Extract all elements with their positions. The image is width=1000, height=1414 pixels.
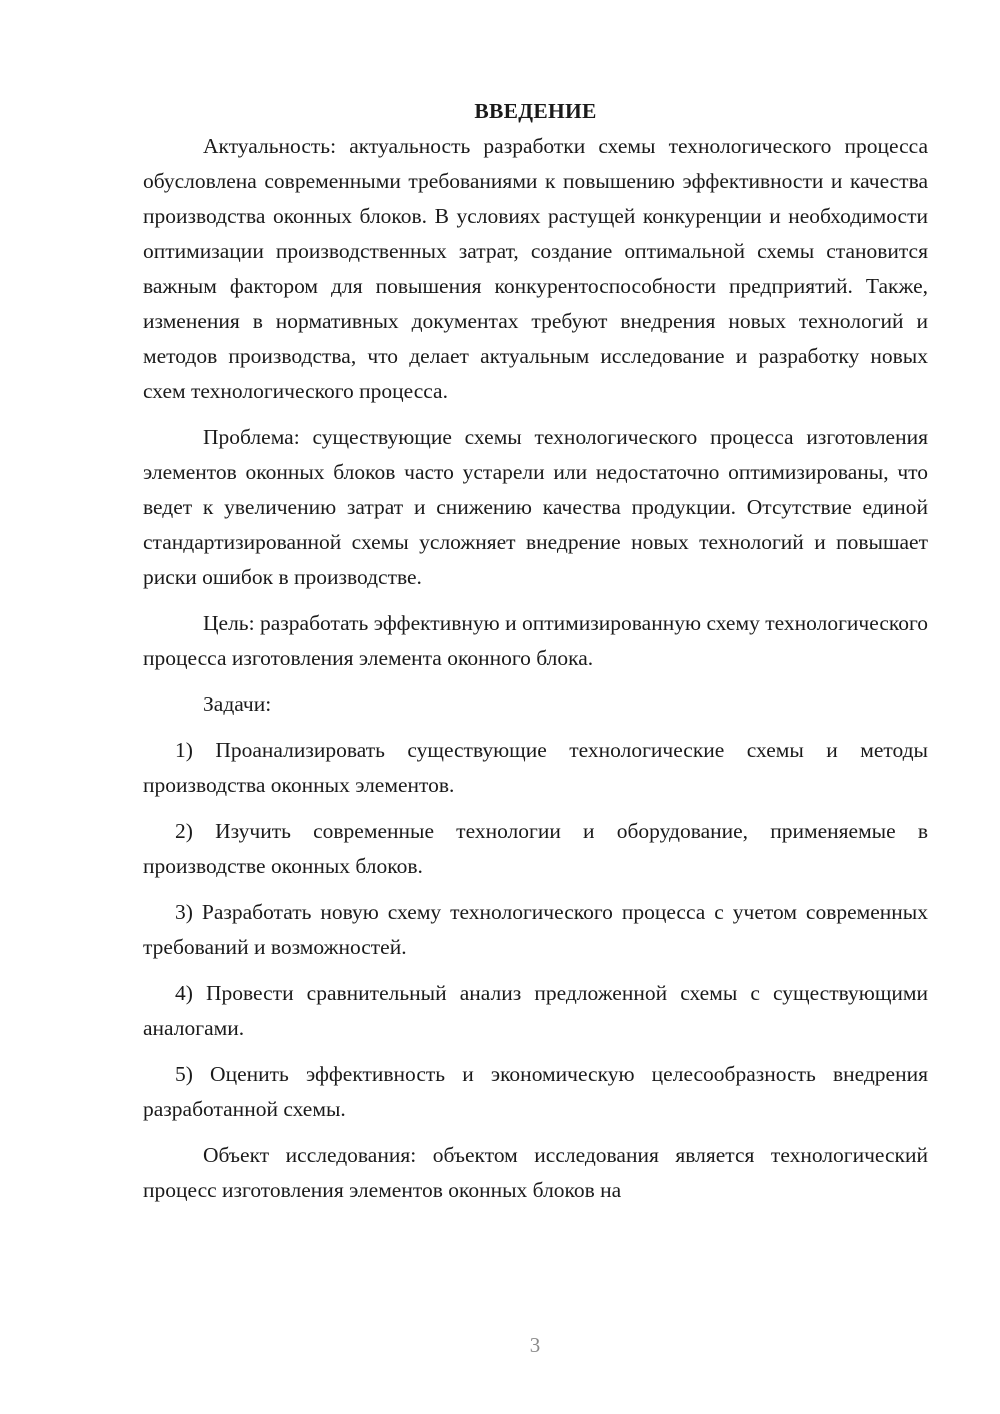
- paragraph-object: Объект исследования: объектом исследования является технологический процесс изготовления элементов оконных блоков на: [143, 1143, 928, 1202]
- paragraph-relevance: Актуальность: актуальность разработки схемы технологического процесса обусловлена современными требованиями к повышению эффективности и качества производства оконных блоков. В условиях растущей конкуренции и необходимости оптимизации производственных затрат, создание оптимальной схемы становится важным фактором для повышения конкурентоспособности предприятий. Также, изменения в нормативных документах требуют внедрения новых технологий и методов производства, что делает актуальным исследование и разработку новых схем технологического процесса.: [143, 134, 928, 403]
- tasks-label: Задачи:: [203, 692, 272, 716]
- task-item: 2) Изучить современные технологии и оборудование, применяемые в производстве оконных блоков.: [143, 819, 928, 878]
- task-item: 5) Оценить эффективность и экономическую целесообразность внедрения разработанной схемы.: [143, 1062, 928, 1121]
- task-item: 3) Разработать новую схему технологического процесса с учетом современных требований и возможностей.: [143, 900, 928, 959]
- task-item: 1) Проанализировать существующие технологические схемы и методы производства оконных элементов.: [143, 738, 928, 797]
- paragraph-problem: Проблема: существующие схемы технологического процесса изготовления элементов оконных блоков часто устарели или недостаточно оптимизированы, что ведет к увеличению затрат и снижению качества продукции. Отсутствие единой стандартизированной схемы усложняет внедрение новых технологий и повышает риски ошибок в производстве.: [143, 425, 928, 589]
- paragraph-goal: Цель: разработать эффективную и оптимизированную схему технологического процесса изготовления элемента оконного блока.: [143, 611, 928, 670]
- page-number: 3: [529, 1333, 541, 1357]
- page-content: [143, 94, 928, 1208]
- task-item: 4) Провести сравнительный анализ предложенной схемы с существующими аналогами.: [143, 981, 928, 1040]
- section-heading: ВВЕДЕНИЕ: [474, 99, 597, 123]
